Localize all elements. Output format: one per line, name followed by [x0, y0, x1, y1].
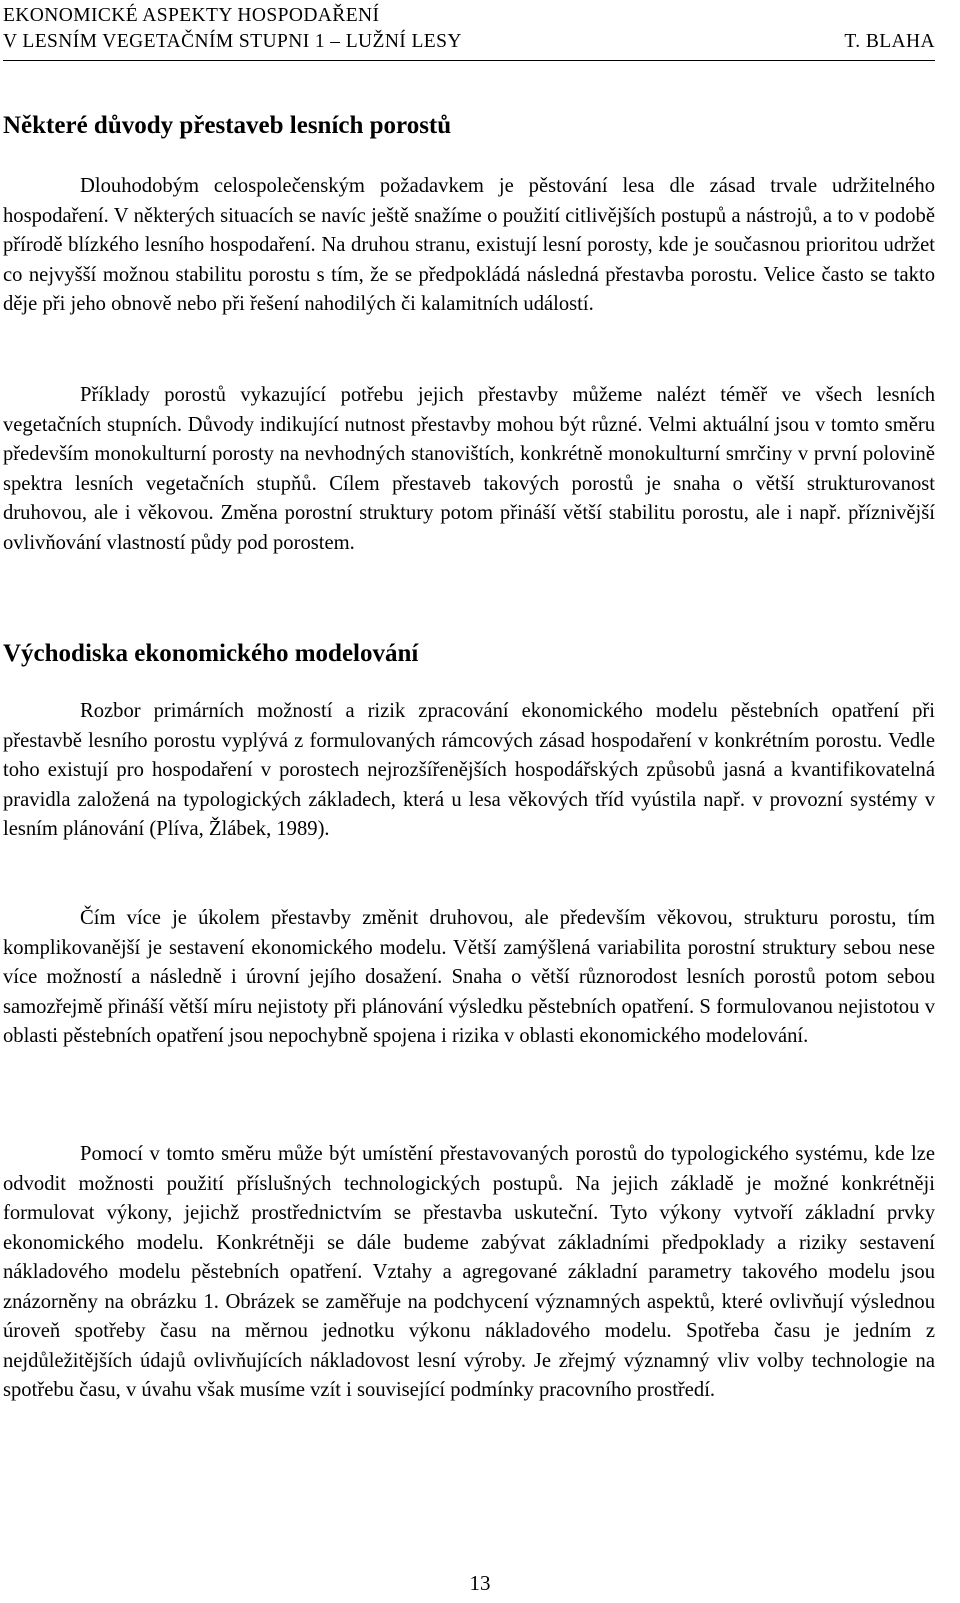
header-rule [3, 60, 935, 61]
paragraph: Příklady porostů vykazující potřebu jejich přestavby můžeme nalézt téměř ve všech lesních vegetačních stupních. Důvody indikující nutnost přestavby mohou být různé. Velmi aktuální jsou v tomto směru především monokulturní porosty na nevhodných stanovištích, konkrétně monokulturní smrčiny v první polovině spektra lesních vegetačních stupňů. Cílem přestaveb takových porostů je snaha o větší strukturovanost druhovou, ale i věkovou. Změna porostní struktury potom přináší větší stabilitu porostu, ale i např. příznivější ovlivňování vlastností půdy pod porostem. [3, 384, 935, 554]
header-author: T. BLAHA [844, 31, 935, 52]
paragraph: Rozbor primárních možností a rizik zpracování ekonomického modelu pěstebních opatření při přestavbě lesního porostu vyplývá z formulovaných rámcových zásad hospodaření v konkrétním porostu. Vedle toho existují pro hospodaření v porostech nejrozšířenějších hospodářských způsobů jasná a kvantifikovatelná pravidla založená na typologických základech, která u lesa věkových tříd vyústila např. v provozní systémy v lesním plánování (Plíva, Žlábek, 1989). [3, 700, 935, 840]
header-title-line1: EKONOMICKÉ ASPEKTY HOSPODAŘENÍ [3, 5, 380, 26]
paragraph: Čím více je úkolem přestavby změnit druhovou, ale především věkovou, strukturu porostu, tím komplikovanější je sestavení ekonomického modelu. Větší zamýšlená variabilita porostní struktury sebou nese více možností a následně i úrovní jejího dosažení. Snaha o větší různorodost lesních porostů potom sebou samozřejmě přináší větší míru nejistoty při plánování výsledku pěstebních opatření. S formulovanou nejistotou v oblasti pěstebních opatření jsou nepochybně spojena i rizika v oblasti ekonomického modelování. [3, 907, 935, 1047]
running-header [3, 4, 935, 62]
section-heading-prestavby: Některé důvody přestaveb lesních porostů [3, 112, 452, 139]
paragraph: Dlouhodobým celospolečenským požadavkem je pěstování lesa dle zásad trvale udržitelného hospodaření. V některých situacích se navíc ještě snažíme o použití citlivějších postupů a nástrojů, a to v podobě přírodě blízkého lesního hospodaření. Na druhou stranu, existují lesní porosty, kde je současnou prioritou udržet co nejvyšší možnou stabilitu porostu s tím, že se předpokládá následná přestavba porostu. Velice často se takto děje při jeho obnově nebo při řešení nahodilých či kalamitních událostí. [3, 175, 935, 315]
paragraph: Pomocí v tomto směru může být umístění přestavovaných porostů do typologického systému, kde lze odvodit možnosti použití příslušných technologických postupů. Na jejich základě je možné konkrétněji formulovat výkony, jejichž prostřednictvím se přestavba uskuteční. Tyto výkony vytvoří základní prvky ekonomického modelu. Konkrétněji se dále budeme zabývat základními předpoklady a riziky sestavení nákladového modelu pěstebních opatření. Vztahy a agregované základní parametry takového modelu jsou znázorněny na obrázku 1. Obrázek se zaměřuje na podchycení významných aspektů, které ovlivňují výslednou úroveň spotřeby času na měrnou jednotku výkonu nákladového modelu. Spotřeba času je jedním z nejdůležitějších údajů ovlivňujících nákladovost lesní výroby. Je zřejmý významný vliv volby technologie na spotřebu času, v úvahu však musíme vzít i související podmínky pracovního prostředí. [3, 1143, 935, 1401]
section-heading-modelovani: Východiska ekonomického modelování [3, 640, 419, 667]
header-title-line2: V LESNÍM VEGETAČNÍM STUPNI 1 – LUŽNÍ LESY [3, 31, 462, 52]
page-number: 13 [469, 1571, 491, 1595]
